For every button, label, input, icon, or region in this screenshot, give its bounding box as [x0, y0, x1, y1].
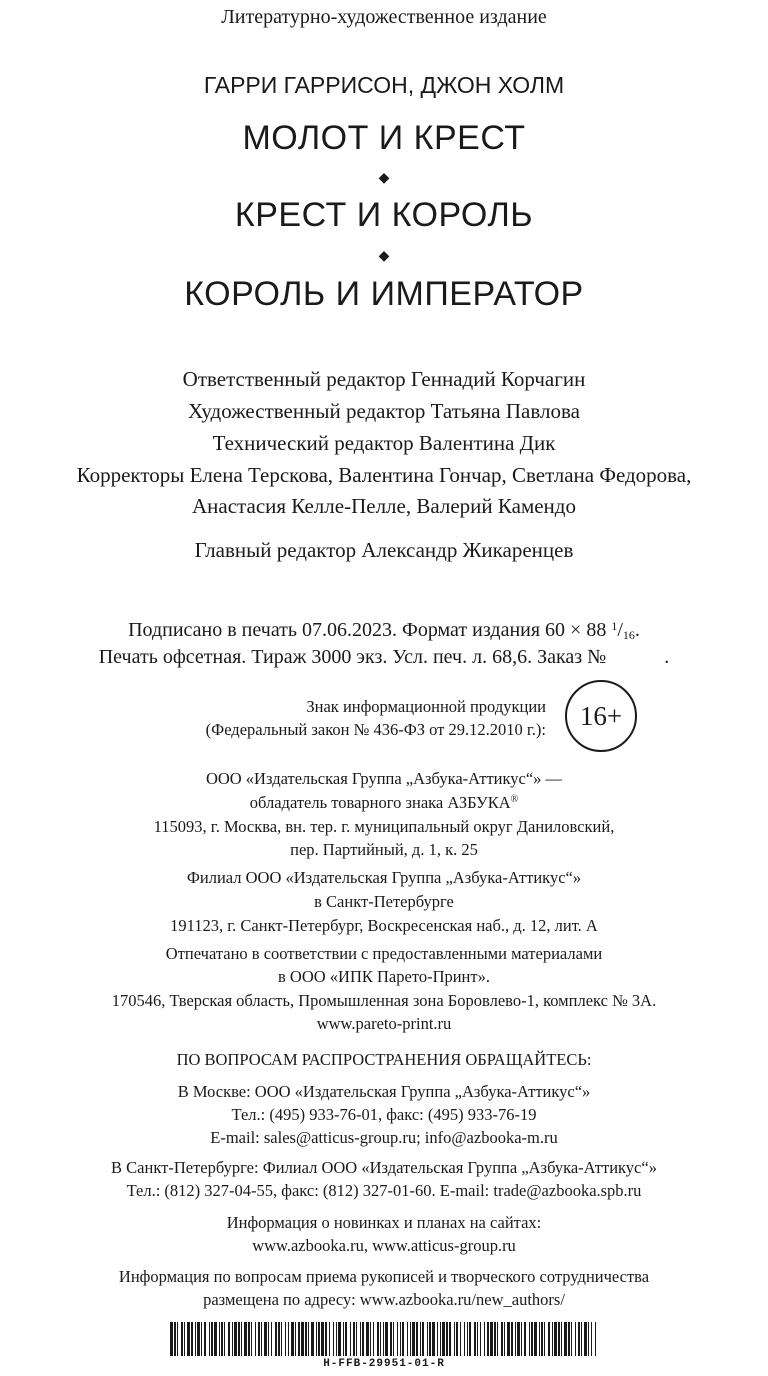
barcode-bar	[264, 1322, 267, 1356]
barcode-bar	[248, 1322, 250, 1356]
barcode-bar	[268, 1322, 269, 1356]
publisher-address: 115093, г. Москва, вн. тер. г. муниципальный округ Даниловский,	[153, 817, 615, 836]
barcode-bar	[301, 1322, 304, 1356]
print-info-line-2: Печать офсетная. Тираж 3000 экз. Усл. печ. л. 68,6. Заказ № .	[98, 646, 670, 668]
barcode-caption: H-FFB-29951-01-R	[323, 1358, 445, 1370]
barcode-bar	[244, 1322, 247, 1356]
staff-line: Технический редактор Валентина Дик	[212, 431, 556, 455]
separator-diamond-icon: ◆	[378, 171, 390, 186]
barcode-bar	[281, 1322, 282, 1356]
barcode-bar	[343, 1322, 344, 1356]
barcode-bar	[422, 1322, 424, 1356]
separator-diamond-icon: ◆	[378, 249, 390, 264]
printer-line: Отпечатано в соответствии с предоставленными материалами	[165, 944, 603, 963]
barcode-bar	[507, 1322, 510, 1356]
barcode-bar	[524, 1322, 526, 1356]
barcode-bar	[295, 1322, 296, 1356]
barcode-bar	[449, 1322, 451, 1356]
barcode-bar	[298, 1322, 300, 1356]
barcode-bar	[321, 1322, 324, 1356]
barcode-bar	[558, 1322, 560, 1356]
barcode-bar	[390, 1322, 392, 1356]
barcode-bar	[325, 1322, 327, 1356]
barcode-bar	[548, 1322, 550, 1356]
distribution-moscow-email: E-mail: sales@atticus-group.ru; info@azbooka-m.ru	[210, 1128, 558, 1147]
barcode-bar	[316, 1322, 317, 1356]
barcode-bar	[380, 1322, 381, 1356]
barcode-bar	[305, 1322, 307, 1356]
chief-editor: Главный редактор Александр Жикаренцев	[194, 538, 574, 562]
barcode-bar	[588, 1322, 589, 1356]
barcode-bar	[568, 1322, 570, 1356]
barcode-bar	[456, 1322, 458, 1356]
barcode-bar	[541, 1322, 543, 1356]
barcode-bar	[477, 1322, 478, 1356]
barcode-bar	[578, 1322, 580, 1356]
barcode-bar	[487, 1322, 489, 1356]
barcode-bar	[393, 1322, 394, 1356]
barcode-bar	[442, 1322, 445, 1356]
branch-line: Филиал ООО «Издательская Группа „Азбука-Аттикус“»	[186, 868, 582, 887]
staff-line: Художественный редактор Татьяна Павлова	[188, 399, 580, 423]
staff-line: Анастасия Келле-Пелле, Валерий Камендо	[192, 494, 576, 518]
age-rating-badge: 16+	[565, 680, 637, 752]
barcode-bar	[360, 1322, 361, 1356]
printer-address: 170546, Тверская область, Промышленная зона Боровлево-1, комплекс № 3А.	[111, 991, 657, 1010]
barcode-bar	[333, 1322, 334, 1356]
barcode-bar	[224, 1322, 225, 1356]
barcode-bar	[232, 1322, 233, 1356]
book-title-2: КРЕСТ И КОРОЛЬ	[234, 196, 534, 234]
barcode-bar	[584, 1322, 587, 1356]
barcode-bar	[539, 1322, 540, 1356]
barcode-bar	[209, 1322, 210, 1356]
barcode-bar	[474, 1322, 476, 1356]
barcode-bar	[464, 1322, 465, 1356]
barcode-bar	[329, 1322, 330, 1356]
barcode	[170, 1322, 596, 1356]
distribution-spb-contacts: Тел.: (812) 327-04-55, факс: (812) 327-01-60. E-mail: trade@azbooka.spb.ru	[126, 1181, 642, 1200]
barcode-bar	[416, 1322, 418, 1356]
barcode-bar	[373, 1322, 374, 1356]
barcode-bar	[195, 1322, 196, 1356]
barcode-bar	[544, 1322, 545, 1356]
barcode-bar	[407, 1322, 408, 1356]
barcode-bar	[238, 1322, 240, 1356]
barcode-bar	[460, 1322, 461, 1356]
barcode-bar	[446, 1322, 448, 1356]
barcode-bar	[531, 1322, 533, 1356]
barcode-bar	[440, 1322, 441, 1356]
barcode-bar	[564, 1322, 567, 1356]
manuscripts-info: Информация по вопросам приема рукописей и творческого сотрудничества	[118, 1267, 650, 1286]
barcode-bar	[241, 1322, 242, 1356]
edition-type: Литературно-художественное издание	[221, 6, 547, 28]
barcode-bar	[214, 1322, 217, 1356]
barcode-bar	[494, 1322, 496, 1356]
barcode-bar	[412, 1322, 415, 1356]
barcode-bar	[517, 1322, 520, 1356]
barcode-bar	[174, 1322, 176, 1356]
barcode-bar	[571, 1322, 572, 1356]
barcode-bar	[397, 1322, 398, 1356]
barcode-bar	[561, 1322, 562, 1356]
barcode-bar	[362, 1322, 364, 1356]
barcode-bar	[288, 1322, 289, 1356]
distribution-moscow: В Москве: ООО «Издательская Группа „Азбука-Аттикус“»	[177, 1082, 591, 1101]
publisher-line: ООО «Издательская Группа „Азбука-Аттикус“» —	[205, 769, 563, 788]
barcode-bar	[554, 1322, 557, 1356]
barcode-bar	[480, 1322, 481, 1356]
barcode-bar	[370, 1322, 371, 1356]
websites-label: Информация о новинках и планах на сайтах:	[226, 1213, 542, 1232]
barcode-bar	[429, 1322, 431, 1356]
barcode-bar	[191, 1322, 193, 1356]
barcode-bar	[338, 1322, 341, 1356]
barcode-bar	[432, 1322, 435, 1356]
barcode-bar	[211, 1322, 213, 1356]
barcode-bar	[261, 1322, 262, 1356]
barcode-bar	[187, 1322, 190, 1356]
staff-line: Ответственный редактор Геннадий Корчагин	[182, 367, 586, 391]
barcode-bar	[204, 1322, 206, 1356]
authors: ГАРРИ ГАРРИСОН, ДЖОН ХОЛМ	[203, 72, 565, 98]
barcode-bar	[318, 1322, 320, 1356]
barcode-bar	[420, 1322, 421, 1356]
barcode-bar	[402, 1322, 404, 1356]
barcode-bar	[521, 1322, 522, 1356]
age-rating-label: Знак информационной продукции	[306, 697, 546, 716]
barcode-bar	[511, 1322, 513, 1356]
distribution-heading: ПО ВОПРОСАМ РАСПРОСТРАНЕНИЯ ОБРАЩАЙТЕСЬ:	[176, 1050, 592, 1069]
distribution-spb: В Санкт-Петербурге: Филиал ООО «Издательская Группа „Азбука-Аттикус“»	[111, 1158, 657, 1177]
print-info-line-1: Подписано в печать 07.06.2023. Формат издания 60 × 88 $^1/_{16}$.	[128, 619, 640, 642]
barcode-bar	[504, 1322, 505, 1356]
barcode-bar	[469, 1322, 471, 1356]
barcode-bar	[234, 1322, 237, 1356]
barcode-bar	[201, 1322, 202, 1356]
barcode-bar	[285, 1322, 286, 1356]
barcode-bar	[410, 1322, 411, 1356]
barcode-bar	[258, 1322, 260, 1356]
barcode-bar	[219, 1322, 220, 1356]
barcode-bar	[184, 1322, 185, 1356]
barcode-bar	[575, 1322, 576, 1356]
barcode-bar	[581, 1322, 582, 1356]
barcode-bar	[515, 1322, 516, 1356]
barcode-bar	[221, 1322, 223, 1356]
barcode-bar	[311, 1322, 314, 1356]
barcode-bar	[534, 1322, 537, 1356]
book-title-1: МОЛОТ И КРЕСТ	[242, 119, 526, 157]
branch-line: в Санкт-Петербурге	[314, 892, 454, 911]
barcode-bar	[400, 1322, 401, 1356]
publisher-address: пер. Партийный, д. 1, к. 25	[290, 840, 478, 859]
barcode-bar	[552, 1322, 553, 1356]
barcode-bar	[377, 1322, 379, 1356]
book-title-3: КОРОЛЬ И ИМПЕРАТОР	[184, 275, 584, 313]
barcode-bar	[467, 1322, 468, 1356]
barcode-bar	[529, 1322, 530, 1356]
barcode-bar	[427, 1322, 428, 1356]
publisher-line: обладатель товарного знака АЗБУКА®	[249, 793, 519, 812]
barcode-bar	[177, 1322, 178, 1356]
barcode-bar	[255, 1322, 256, 1356]
barcode-bar	[271, 1322, 272, 1356]
barcode-bar	[497, 1322, 498, 1356]
barcode-bar	[356, 1322, 357, 1356]
barcode-bar	[454, 1322, 455, 1356]
barcode-bar	[366, 1322, 369, 1356]
branch-address: 191123, г. Санкт-Петербург, Воскресенская наб., д. 12, лит. А	[170, 916, 598, 935]
barcode-bar	[197, 1322, 200, 1356]
distribution-moscow-phone: Тел.: (495) 933-76-01, факс: (495) 933-76-19	[231, 1105, 537, 1124]
barcode-bar	[336, 1322, 337, 1356]
barcode-bar	[228, 1322, 230, 1356]
barcode-bar	[350, 1322, 351, 1356]
barcode-bar	[345, 1322, 347, 1356]
barcode-bar	[170, 1322, 173, 1356]
barcode-bar	[181, 1322, 183, 1356]
age-rating-law: (Федеральный закон № 436-ФЗ от 29.12.2010 г.):	[205, 720, 546, 739]
barcode-bar	[591, 1322, 592, 1356]
printer-website: www.pareto-print.ru	[316, 1014, 452, 1033]
websites-links: www.azbooka.ru, www.atticus-group.ru	[252, 1236, 516, 1255]
barcode-bar	[385, 1322, 388, 1356]
barcode-bar	[251, 1322, 252, 1356]
barcode-bar	[595, 1322, 596, 1356]
barcode-bar	[278, 1322, 280, 1356]
printer-line: в ООО «ИПК Парето-Принт».	[278, 967, 490, 986]
barcode-bar	[490, 1322, 493, 1356]
barcode-bar	[308, 1322, 309, 1356]
barcode-bar	[484, 1322, 485, 1356]
barcode-bar	[275, 1322, 277, 1356]
barcode-bar	[353, 1322, 355, 1356]
barcode-bar	[291, 1322, 294, 1356]
barcode-bar	[437, 1322, 438, 1356]
staff-line: Корректоры Елена Терскова, Валентина Гончар, Светлана Федорова,	[76, 463, 692, 487]
barcode-bar	[501, 1322, 503, 1356]
manuscripts-address: размещена по адресу: www.azbooka.ru/new_authors/	[203, 1290, 565, 1309]
barcode-bar	[383, 1322, 384, 1356]
